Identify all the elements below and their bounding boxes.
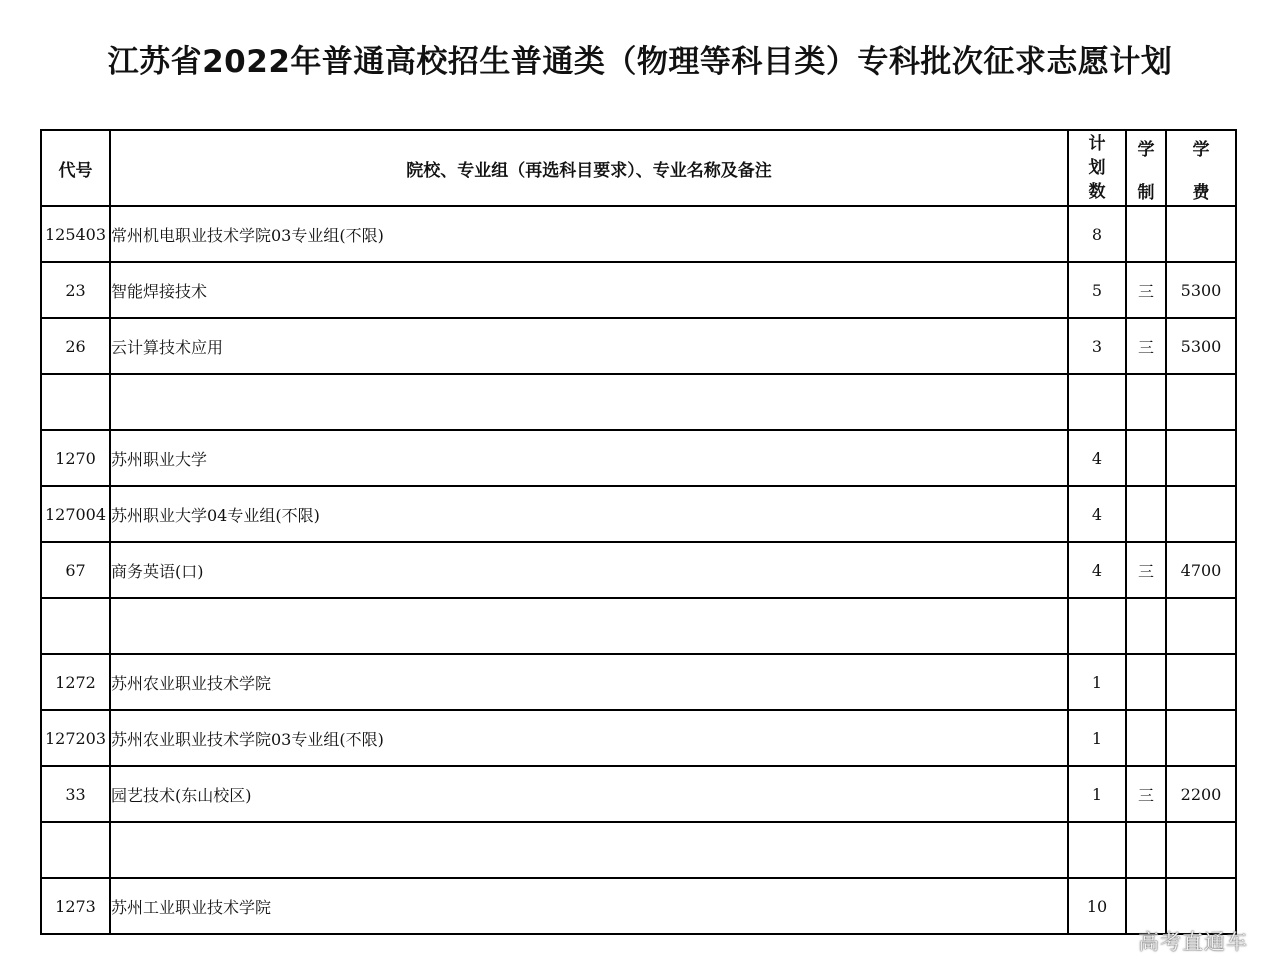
table-row	[41, 374, 1236, 430]
code-cell: 1270	[41, 430, 110, 486]
table-row	[41, 206, 1236, 262]
header-length-char-2: 制	[1137, 183, 1155, 203]
fee-cell	[1166, 374, 1236, 430]
name-cell: 苏州职业大学	[110, 430, 1068, 486]
header-count-char-2: 划	[1088, 158, 1106, 178]
name-cell	[110, 374, 1068, 430]
length-cell: 三	[1126, 262, 1166, 318]
fee-cell: 5300	[1166, 262, 1236, 318]
fee-cell	[1166, 486, 1236, 542]
count-cell: 5	[1068, 262, 1126, 318]
fee-cell	[1166, 654, 1236, 710]
length-cell: 三	[1126, 318, 1166, 374]
code-cell: 127203	[41, 710, 110, 766]
fee-cell: 4700	[1166, 542, 1236, 598]
table-row	[41, 654, 1236, 710]
table-row	[41, 486, 1236, 542]
count-cell: 1	[1068, 710, 1126, 766]
name-cell: 常州机电职业技术学院03专业组(不限)	[110, 206, 1068, 262]
table-row	[41, 766, 1236, 822]
length-cell	[1126, 430, 1166, 486]
count-cell: 4	[1068, 542, 1126, 598]
code-cell: 125403	[41, 206, 110, 262]
code-cell: 1272	[41, 654, 110, 710]
count-cell: 3	[1068, 318, 1126, 374]
count-cell: 10	[1068, 878, 1126, 934]
watermark-text: 高考直通车	[1138, 930, 1248, 954]
table-header-row	[41, 130, 1236, 206]
length-cell: 三	[1126, 766, 1166, 822]
name-cell: 苏州工业职业技术学院	[110, 878, 1068, 934]
count-cell: 8	[1068, 206, 1126, 262]
table-row	[41, 262, 1236, 318]
length-cell: 三	[1126, 542, 1166, 598]
fee-cell	[1166, 430, 1236, 486]
code-cell: 33	[41, 766, 110, 822]
header-length	[1126, 130, 1166, 206]
name-cell: 智能焊接技术	[110, 262, 1068, 318]
header-count-char-3: 数	[1088, 182, 1106, 202]
table-row	[41, 598, 1236, 654]
length-cell	[1126, 710, 1166, 766]
plan-table	[40, 129, 1237, 935]
length-cell	[1126, 822, 1166, 878]
code-cell: 127004	[41, 486, 110, 542]
header-count-char-1: 计	[1088, 134, 1106, 154]
name-cell: 商务英语(口)	[110, 542, 1068, 598]
code-cell: 67	[41, 542, 110, 598]
header-code: 代号	[41, 130, 110, 206]
code-cell	[41, 374, 110, 430]
header-count	[1068, 130, 1126, 206]
code-cell: 26	[41, 318, 110, 374]
table-row	[41, 878, 1236, 934]
length-cell	[1126, 486, 1166, 542]
fee-cell	[1166, 598, 1236, 654]
table-row	[41, 710, 1236, 766]
code-cell: 23	[41, 262, 110, 318]
page-title: 江苏省2022年普通高校招生普通类（物理等科目类）专科批次征求志愿计划	[107, 44, 1173, 80]
count-cell: 1	[1068, 654, 1126, 710]
name-cell: 苏州职业大学04专业组(不限)	[110, 486, 1068, 542]
fee-cell	[1166, 206, 1236, 262]
length-cell	[1126, 206, 1166, 262]
header-length-char-1: 学	[1137, 140, 1155, 160]
fee-cell: 2200	[1166, 766, 1236, 822]
code-cell	[41, 822, 110, 878]
header-fee	[1166, 130, 1236, 206]
name-cell: 园艺技术(东山校区)	[110, 766, 1068, 822]
table-row	[41, 318, 1236, 374]
count-cell: 4	[1068, 486, 1126, 542]
header-name: 院校、专业组（再选科目要求）、专业名称及备注	[110, 130, 1068, 206]
name-cell	[110, 822, 1068, 878]
name-cell: 苏州农业职业技术学院03专业组(不限)	[110, 710, 1068, 766]
header-fee-char-1: 学	[1192, 140, 1210, 160]
count-cell	[1068, 598, 1126, 654]
length-cell	[1126, 374, 1166, 430]
count-cell	[1068, 822, 1126, 878]
table-row	[41, 542, 1236, 598]
length-cell	[1126, 654, 1166, 710]
code-cell	[41, 598, 110, 654]
fee-cell	[1166, 822, 1236, 878]
name-cell: 云计算技术应用	[110, 318, 1068, 374]
count-cell: 1	[1068, 766, 1126, 822]
table-row	[41, 822, 1236, 878]
name-cell	[110, 598, 1068, 654]
count-cell	[1068, 374, 1126, 430]
name-cell: 苏州农业职业技术学院	[110, 654, 1068, 710]
fee-cell	[1166, 710, 1236, 766]
length-cell	[1126, 598, 1166, 654]
code-cell: 1273	[41, 878, 110, 934]
fee-cell: 5300	[1166, 318, 1236, 374]
table-row	[41, 430, 1236, 486]
header-fee-char-2: 费	[1192, 183, 1210, 203]
count-cell: 4	[1068, 430, 1126, 486]
